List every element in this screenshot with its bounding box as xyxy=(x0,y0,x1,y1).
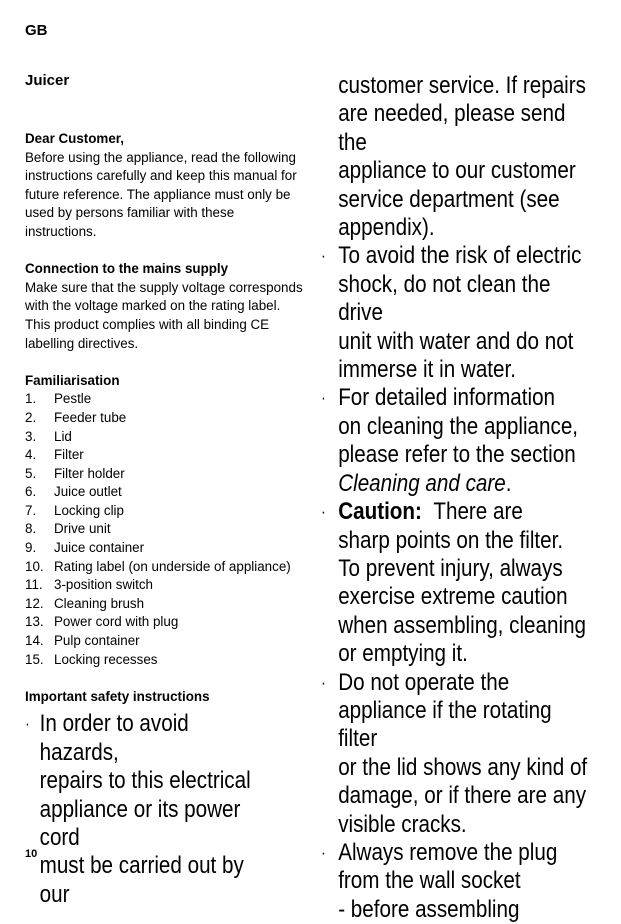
caution-text: There are xyxy=(433,498,523,526)
mains-text: Make sure that the supply voltage corresponds with the voltage marked on the rating label. This product complies with all binding CE labelling directives. xyxy=(25,279,303,351)
bullet-dot: · xyxy=(321,246,326,266)
bullet-line: appliance to our customer xyxy=(338,157,576,185)
mains-heading: Connection to the mains supply xyxy=(25,261,229,277)
bullet-line: must be carried out by our xyxy=(39,852,244,908)
item-label: Locking recesses xyxy=(54,651,158,667)
shock-bullet xyxy=(321,242,596,384)
item-label: Drive unit xyxy=(54,521,111,537)
item-label: Juice outlet xyxy=(54,484,122,500)
operate-bullet xyxy=(321,669,596,839)
hazard-bullet xyxy=(25,710,264,909)
bullet-line: For detailed information xyxy=(338,384,556,412)
item-number: 3. xyxy=(25,428,37,444)
caution-bullet xyxy=(321,498,596,668)
language-code: GB xyxy=(25,22,48,39)
item-label: Feeder tube xyxy=(54,409,127,425)
bullet-line: customer service. If repairs xyxy=(338,72,586,99)
item-number: 5. xyxy=(25,465,37,481)
item-label: Lid xyxy=(54,428,72,444)
bullet-line: immerse it in water. xyxy=(338,356,516,384)
list-item xyxy=(25,576,303,595)
bullet-line: or the lid shows any kind of xyxy=(338,753,588,781)
bullet-line: - before assembling xyxy=(338,895,520,923)
bullet-line: from the wall socket xyxy=(338,867,521,895)
bullet-line: To avoid the risk of electric xyxy=(338,242,582,270)
item-label: Filter xyxy=(54,447,84,463)
plug-bullet xyxy=(321,839,596,924)
bullet-line: appliance if the rotating filter xyxy=(338,696,552,753)
list-item xyxy=(25,595,303,614)
list-item xyxy=(25,446,303,465)
item-label: Rating label (on underside of appliance) xyxy=(54,558,291,574)
parts-list xyxy=(25,390,303,669)
bullet-line: appliance or its power cord xyxy=(39,795,241,852)
item-number: 6. xyxy=(25,484,37,500)
item-number: 13. xyxy=(25,614,44,630)
bullet-line: In order to avoid hazards, xyxy=(39,710,189,766)
bullet-dot: · xyxy=(321,672,326,692)
bullet-dot: · xyxy=(25,714,30,734)
item-label: 3-position switch xyxy=(54,577,153,593)
left-column xyxy=(25,130,303,909)
bullet-line: are needed, please send the xyxy=(338,100,566,156)
item-label: Power cord with plug xyxy=(54,614,179,630)
bullet-line: or emptying it. xyxy=(338,640,468,668)
list-item xyxy=(25,465,303,484)
bullet-line xyxy=(336,498,597,526)
item-number: 1. xyxy=(25,391,37,407)
item-number: 10. xyxy=(25,558,44,574)
bullet-line: exercise extreme caution xyxy=(338,583,568,611)
intro-text: Before using the appliance, read the following instructions carefully and keep this manual for future reference. The appliance must only be used by persons familiar with these instructions. xyxy=(25,149,297,239)
bullet-line: appendix). xyxy=(338,214,435,242)
bullet-line: please refer to the section xyxy=(338,441,576,469)
bullet-line: shock, do not clean the drive xyxy=(338,270,551,327)
familiarisation-heading: Familiarisation xyxy=(25,372,120,388)
bullet-line: repairs to this electrical xyxy=(39,767,251,795)
list-item xyxy=(25,502,303,521)
list-item xyxy=(25,632,303,651)
item-label: Cleaning brush xyxy=(54,595,145,611)
bullet-line: damage, or if there are any xyxy=(338,782,587,810)
list-item xyxy=(25,613,303,632)
item-number: 7. xyxy=(25,502,37,518)
intro-heading: Dear Customer, xyxy=(25,131,124,146)
bullet-line: To prevent injury, always xyxy=(338,554,563,582)
bullet-line: sharp points on the filter. xyxy=(338,526,564,554)
item-number: 12. xyxy=(25,595,44,611)
list-item xyxy=(25,390,303,409)
list-item xyxy=(25,558,303,577)
item-number: 11. xyxy=(25,577,43,593)
item-label: Juice container xyxy=(54,540,145,556)
safety-heading: Important safety instructions xyxy=(25,688,210,704)
bullet-line: Do not operate the xyxy=(338,668,510,696)
caution-label: Caution: xyxy=(338,498,422,526)
item-number: 9. xyxy=(25,540,37,556)
list-item xyxy=(25,409,303,428)
bullet-line: on cleaning the appliance, xyxy=(338,412,579,440)
list-item xyxy=(25,539,303,558)
item-number: 4. xyxy=(25,447,37,463)
item-label: Filter holder xyxy=(54,465,125,481)
bullet-line: visible cracks. xyxy=(338,810,467,838)
item-number: 8. xyxy=(25,521,37,537)
bullet-line xyxy=(336,470,597,498)
item-number: 15. xyxy=(25,651,44,667)
list-item xyxy=(25,651,303,670)
bullet-line: Always remove the plug xyxy=(338,838,558,866)
item-number: 2. xyxy=(25,409,37,425)
list-item xyxy=(25,483,303,502)
item-label: Pestle xyxy=(54,391,92,407)
item-label: Pulp container xyxy=(54,633,140,649)
list-item xyxy=(25,428,303,447)
section-reference: Cleaning and care xyxy=(338,469,506,497)
item-number: 14. xyxy=(25,633,44,649)
cleaning-bullet xyxy=(321,384,596,498)
page-number: 10 xyxy=(25,848,38,860)
period: . xyxy=(505,469,512,497)
bullet-line: when assembling, cleaning xyxy=(338,611,587,639)
page-title: Juicer xyxy=(25,72,70,89)
list-item xyxy=(25,520,303,539)
bullet-line: unit with water and do not xyxy=(338,327,574,355)
item-label: Locking clip xyxy=(54,502,124,518)
bullet-line: service department (see xyxy=(338,185,560,213)
bullet-dot: · xyxy=(321,388,326,408)
hazard-continuation xyxy=(321,72,596,242)
bullet-dot: · xyxy=(321,842,326,862)
right-column xyxy=(321,72,621,924)
bullet-dot: · xyxy=(321,502,326,522)
